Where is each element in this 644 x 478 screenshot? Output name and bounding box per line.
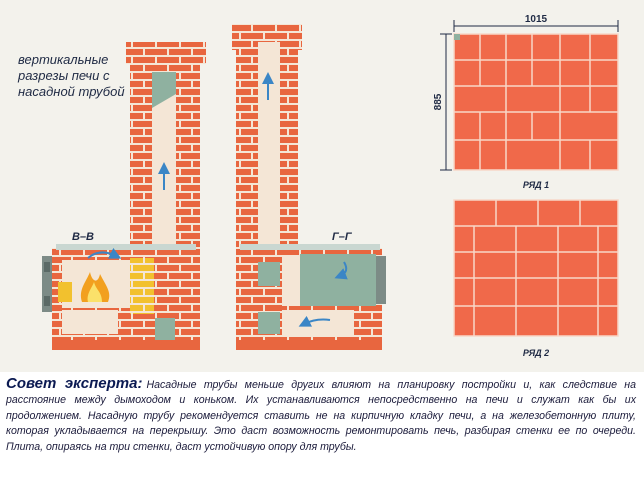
expert-tip-text: Насадные трубы меньше других влияют на планировку постройки и, как следствие на расстояние между дымоходом и коньком. Их устанавливаются непосредственно на печи и служат как бы их продолжением. Насадную трубу рекомендуется ставить не на кирпичную кладку печи, а на железобетонную плиту, которая укладывается на перекрышу. Это даст возможность ремонтировать печь, разбирая стенки ее по очереди. Плита, опираясь на три стенки, даст устойчивую опору для трубы. — [6, 379, 636, 453]
row2-label: РЯД 2 — [522, 348, 550, 358]
chimney-cap-left — [126, 42, 206, 64]
dimension-width-label: 1015 — [524, 14, 548, 25]
expert-tip — [6, 376, 636, 455]
metal-panel — [300, 254, 376, 306]
section-gg-drawing — [232, 24, 386, 350]
expert-tip-heading: Совет эксперта: — [6, 375, 143, 392]
section-gg-label: Г–Г — [332, 231, 352, 243]
row1-plan — [440, 20, 618, 170]
section-bv-label: В–В — [72, 231, 95, 243]
row1-label: РЯД 1 — [522, 180, 550, 190]
figure-caption: вертикальные разрезы печи с насадной трубой — [18, 52, 125, 99]
row2-plan — [454, 200, 618, 336]
dimension-height-label: 885 — [433, 93, 444, 111]
